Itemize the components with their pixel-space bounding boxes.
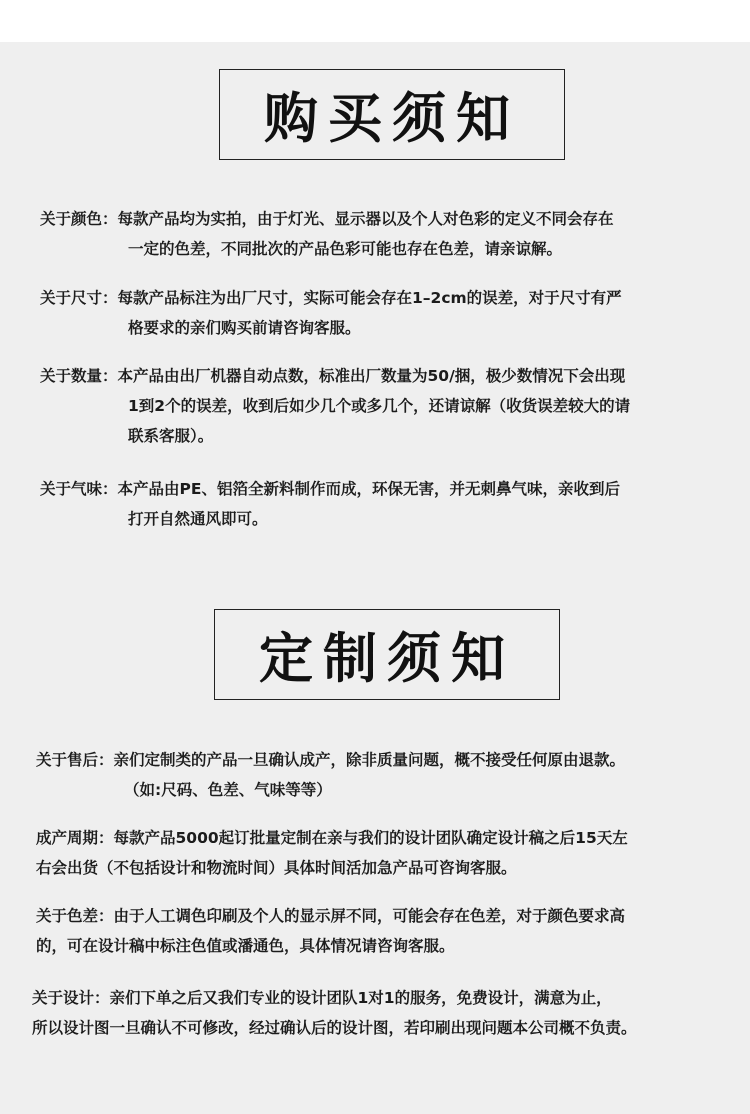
notice-text: 本产品由出厂机器自动点数，标准出厂数量为50/捆，极少数情况下会出现 bbox=[117, 367, 626, 385]
notice-label: 成产周期： bbox=[36, 829, 114, 847]
notice-item-color-difference bbox=[36, 901, 625, 961]
notice-label: 关于设计： bbox=[32, 989, 110, 1007]
notice-label: 关于气味： bbox=[40, 480, 118, 498]
notice-text-continued: 的，可在设计稿中标注色值或潘通色，具体情况请咨询客服。 bbox=[36, 937, 455, 955]
notice-text-continued: 一定的色差，不同批次的产品色彩可能也存在色差，请亲谅解。 bbox=[128, 240, 563, 258]
notice-text: 亲们下单之后又我们专业的设计团队1对1的服务，免费设计，满意为止， bbox=[109, 989, 612, 1007]
notice-text: 亲们定制类的产品一旦确认成产，除非质量问题，概不接受任何原由退款。 bbox=[113, 751, 626, 769]
notice-text: 由于人工调色印刷及个人的显示屏不同，可能会存在色差，对于颜色要求高 bbox=[113, 907, 626, 925]
notice-item-design bbox=[32, 983, 637, 1043]
purchase-notice-title-box bbox=[219, 69, 565, 160]
notice-text-continued: 所以设计图一旦确认不可修改，经过确认后的设计图，若印刷出现问题本公司概不负责。 bbox=[32, 1019, 637, 1037]
notice-item-quantity bbox=[40, 361, 630, 451]
notice-text-continued: （如:尺码、色差、气味等等） bbox=[124, 781, 332, 799]
custom-notice-title: 定制须知 bbox=[259, 627, 515, 690]
notice-text-continued: 1到2个的误差，收到后如少几个或多几个，还请谅解（收货误差较大的请 bbox=[128, 397, 631, 415]
notice-label: 关于售后： bbox=[36, 751, 114, 769]
notice-item-smell bbox=[40, 474, 620, 534]
notice-text: 每款产品标注为出厂尺寸，实际可能会存在1–2cm的误差，对于尺寸有严 bbox=[117, 289, 622, 307]
notice-text: 每款产品均为实拍，由于灯光、显示器以及个人对色彩的定义不同会存在 bbox=[117, 210, 614, 228]
custom-notice-title-box bbox=[214, 609, 560, 700]
purchase-notice-title: 购买须知 bbox=[264, 87, 520, 150]
notice-item-size bbox=[40, 283, 622, 343]
notice-label: 关于色差： bbox=[36, 907, 114, 925]
notice-item-production-cycle bbox=[36, 823, 628, 883]
notice-text-continued: 联系客服）。 bbox=[128, 427, 214, 445]
notice-label: 关于数量： bbox=[40, 367, 118, 385]
notice-label: 关于颜色： bbox=[40, 210, 118, 228]
notice-item-color bbox=[40, 204, 614, 264]
notice-label: 关于尺寸： bbox=[40, 289, 118, 307]
notice-text-continued: 格要求的亲们购买前请咨询客服。 bbox=[128, 319, 361, 337]
notice-text-continued: 打开自然通风即可。 bbox=[128, 510, 268, 528]
notice-text-continued: 右会出货（不包括设计和物流时间）具体时间活加急产品可咨询客服。 bbox=[36, 859, 517, 877]
notice-text: 本产品由PE、铝箔全新料制作而成，环保无害，并无刺鼻气味，亲收到后 bbox=[117, 480, 620, 498]
top-white-strip bbox=[0, 0, 750, 42]
notice-item-after-sales bbox=[36, 745, 625, 805]
notice-text: 每款产品5000起订批量定制在亲与我们的设计团队确定设计稿之后15天左 bbox=[113, 829, 628, 847]
